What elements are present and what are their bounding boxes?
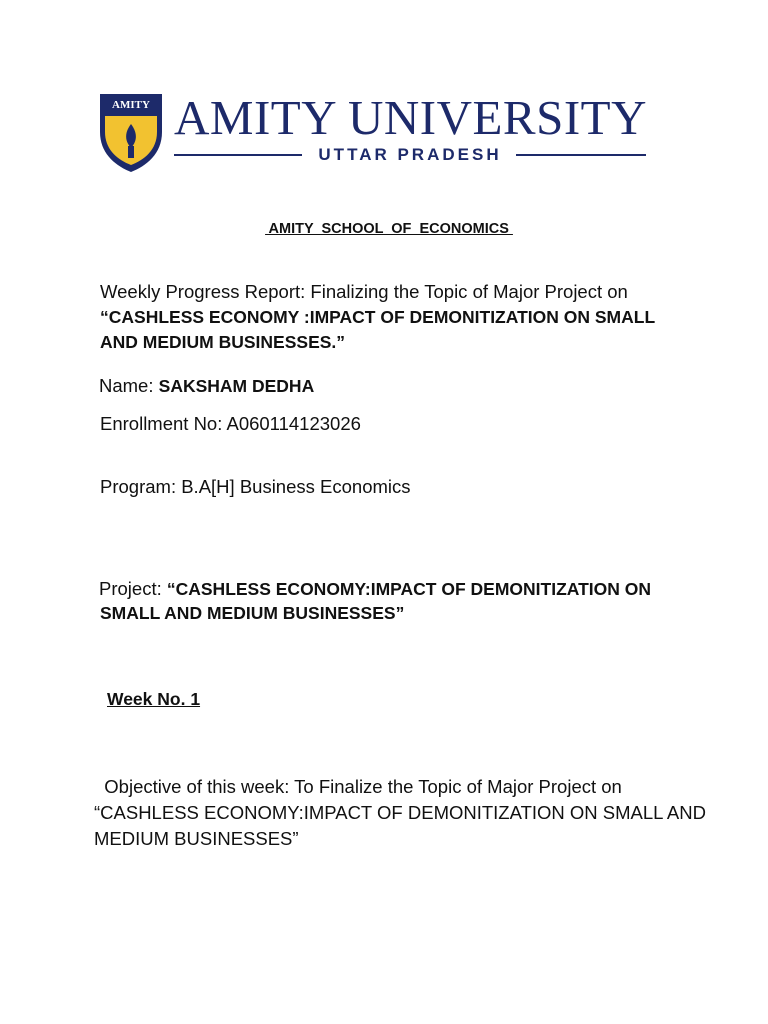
project-label: Project: [99,578,167,599]
project-title-line1: “CASHLESS ECONOMY:IMPACT OF DEMONITIZATION ON [166,579,652,599]
school-heading: AMITY SCHOOL OF ECONOMICS [265,221,513,237]
report-title-line2: AND MEDIUM BUSINESSES.” [100,332,346,352]
logo-subtitle-text: UTTAR PRADESH [318,145,502,164]
university-logo [94,88,654,176]
logo-rule-left [174,154,302,156]
enrollment-number: Enrollment No: A060114123026 [100,413,361,434]
week-number: Week No. 1 [107,689,201,709]
name-label: Name: [99,375,159,396]
student-name [99,373,314,400]
amity-crest-icon [96,90,166,174]
logo-subtitle [174,144,646,166]
logo-rule-right [516,154,646,156]
project-line1 [99,576,651,603]
report-title-line1: “CASHLESS ECONOMY :IMPACT OF DEMONITIZATION ON SMALL [100,307,656,327]
objective-line2: “CASHLESS ECONOMY:IMPACT OF DEMONITIZATION ON SMALL AND [94,802,706,823]
name-value: SAKSHAM DEDHA [158,376,315,396]
program: Program: B.A[H] Business Economics [100,476,411,497]
university-wordmark: AMITY UNIVERSITY [174,90,647,145]
objective-line3: MEDIUM BUSINESSES” [94,828,299,849]
project-title-line2: SMALL AND MEDIUM BUSINESSES” [100,603,405,623]
crest-text: AMITY [112,99,150,111]
objective-line1: Objective of this week: To Finalize the Topic of Major Project on [94,776,622,797]
report-title-prefix: Weekly Progress Report: Finalizing the Topic of Major Project on [100,281,628,302]
